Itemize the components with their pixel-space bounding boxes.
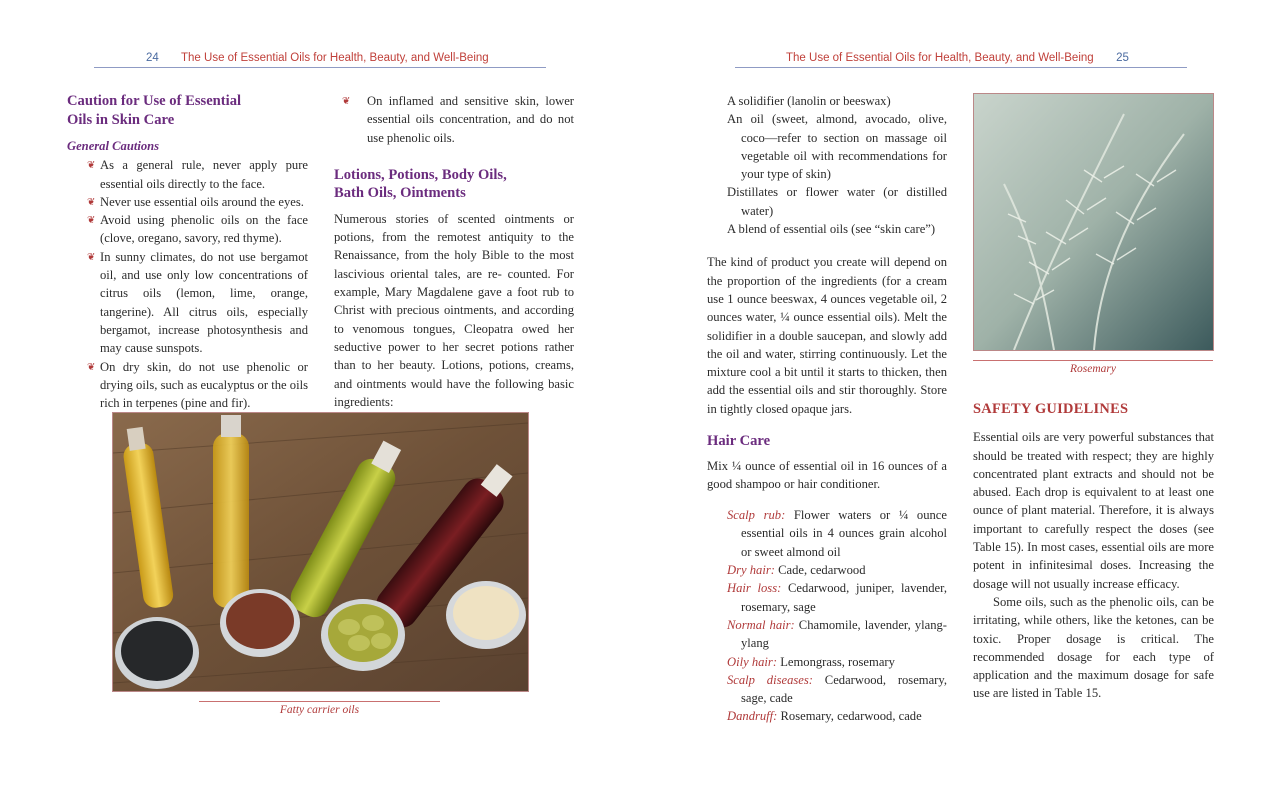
- rosemary-photo-art: [974, 94, 1213, 350]
- right-header-rule: [735, 67, 1187, 68]
- list-item: A blend of essential oils (see “skin care”): [727, 222, 936, 237]
- hair-care-heading: Hair Care: [707, 433, 771, 450]
- hair-term: Dry hair:: [727, 563, 775, 578]
- list-item: Distillates or flower water (or distilled water): [727, 185, 947, 218]
- lotions-column: [334, 92, 574, 411]
- skin-list: [322, 92, 574, 147]
- safety-column: [973, 400, 1214, 703]
- list-item: ❦ In sunny climates, do not use bergamot oil, and use only low concentrations of citrus oils (lemon, lime, orange, tangerine). All citrus oils, especially bergamot, increase photosynthesis and may cause sunspots.: [87, 249, 308, 356]
- hair-term: Scalp diseases:: [727, 672, 813, 687]
- caution-column: [67, 92, 308, 412]
- carrier-oils-photo-art: [113, 413, 528, 691]
- hair-term: Hair loss:: [727, 581, 782, 596]
- list-item: Oily hair: Lemongrass, rosemary: [727, 654, 895, 669]
- hair-term: Scalp rub:: [727, 508, 786, 523]
- ingredients-list: [707, 92, 947, 238]
- bullet-icon: ❦: [342, 96, 351, 107]
- right-running-title: The Use of Essential Oils for Health, Beauty, and Well-Being: [786, 52, 1094, 64]
- lotions-heading: Lotions, Potions, Body Oils, Bath Oils, Ointments: [334, 166, 507, 202]
- left-page-number: 24: [146, 52, 159, 64]
- caution-list: [67, 156, 308, 412]
- bullet-icon: ❦: [87, 196, 96, 208]
- hair-list: [707, 506, 947, 726]
- list-item: An oil (sweet, almond, avocado, olive, coco—refer to section on massage oil vegetable oil with recommendations for your type of skin): [727, 112, 947, 182]
- product-paragraph: The kind of product you create will depend on the proportion of the ingredients (for a cream use 1 ounce beeswax, 4 ounces vegetable oil, 2 ounces water, ¼ ounce essential oils). Melt the solidifier in a double saucepan, and slowly add the oil and water, stirring continuously. Let the mixture cool a bit until it starts to thicken, then add the essential oils and stir thoroughly. Store in tightly closed opaque jars.: [707, 255, 947, 416]
- general-cautions-subheading: General Cautions: [67, 139, 160, 153]
- rosemary-photo: [973, 93, 1214, 351]
- list-item: ❦ On dry skin, do not use phenolic or drying oils, such as eucalyptus or the oils rich in terpenes (pine and fir).: [87, 359, 308, 411]
- hair-term: Dandruff:: [727, 709, 778, 724]
- list-item: Hair loss: Cedarwood, juniper, lavender, rosemary, sage: [727, 581, 947, 614]
- bullet-icon: ❦: [87, 361, 96, 373]
- hair-term: Normal hair:: [727, 617, 795, 632]
- safety-paragraph-1: Essential oils are very powerful substances that should be treated with respect; they are highly concentrated plant extracts and should not be abused. Each drop is equivalent to at least one ounce of plant material. Therefore, it is always important to carefully respect the doses (see Table 15). In most cases, essential oils are more potent in infinitesimal doses. Increasing the dosage will not usually increase efficacy.: [973, 430, 1214, 591]
- list-item: Normal hair: Chamomile, lavender, ylang-ylang: [727, 617, 947, 651]
- carrier-oils-photo: [112, 412, 529, 692]
- bullet-icon: ❦: [87, 215, 96, 227]
- ingredients-column: [707, 92, 947, 726]
- left-running-head: [146, 52, 489, 64]
- right-caption: Rosemary: [1070, 363, 1116, 375]
- safety-heading: SAFETY GUIDELINES: [973, 401, 1129, 417]
- list-item: A solidifier (lanolin or beeswax): [727, 94, 891, 108]
- left-running-title: The Use of Essential Oils for Health, Beauty, and Well-Being: [181, 52, 489, 64]
- left-caption-rule: [199, 701, 440, 702]
- left-header-rule: [94, 67, 546, 68]
- right-caption-rule: [973, 360, 1213, 361]
- lotions-paragraph: Numerous stories of scented ointments or potions, from the remotest antiquity to the Renaissance, from the holy Bible to the most lascivious oriental tales, are re- counted. For example, Mary Magdalene gave a foot rub to Christ with precious ointments, and according to venomous tongues, Cleopatra owed her seductive power to her secret potions rather than to her beauty. Lotions, potions, creams, and ointments would have the following basic ingredients:: [334, 211, 574, 409]
- list-item: ❦ On inflamed and sensitive skin, lower essential oils concentration, and do not use phenolic oils.: [342, 94, 574, 145]
- right-running-head: [786, 52, 1129, 64]
- caution-heading: Caution for Use of Essential Oils in Skin Care: [67, 93, 242, 128]
- list-item: ❦ Avoid using phenolic oils on the face (clove, oregano, savory, red thyme).: [87, 213, 308, 246]
- bullet-icon: ❦: [87, 160, 96, 172]
- hair-term: Oily hair:: [727, 654, 778, 669]
- list-item: Dandruff: Rosemary, cedarwood, cade: [727, 709, 922, 724]
- left-caption: Fatty carrier oils: [279, 704, 360, 716]
- bullet-icon: ❦: [87, 251, 96, 263]
- safety-paragraph-2: Some oils, such as the phenolic oils, can be irritating, while others, like the ketones, can be toxic. Proper dosage is critical. The recommended dosage for each type of application and the maximum dosage for safe use are listed in Table 15.: [973, 594, 1214, 701]
- right-page-number: 25: [1116, 52, 1129, 64]
- list-item: Scalp diseases: Cedarwood, rosemary, sage, cade: [727, 672, 948, 706]
- list-item: ❦ As a general rule, never apply pure essential oils directly to the face.: [87, 158, 308, 191]
- list-item: Scalp rub: Flower waters or ¼ ounce essential oils in 4 ounces grain alcohol or sweet almond oil: [727, 508, 947, 559]
- list-item: ❦ Never use essential oils around the eyes.: [67, 193, 308, 211]
- hair-intro: Mix ¼ ounce of essential oil in 16 ounces of a good shampoo or hair conditioner.: [707, 458, 947, 491]
- list-item: Dry hair: Cade, cedarwood: [727, 563, 866, 578]
